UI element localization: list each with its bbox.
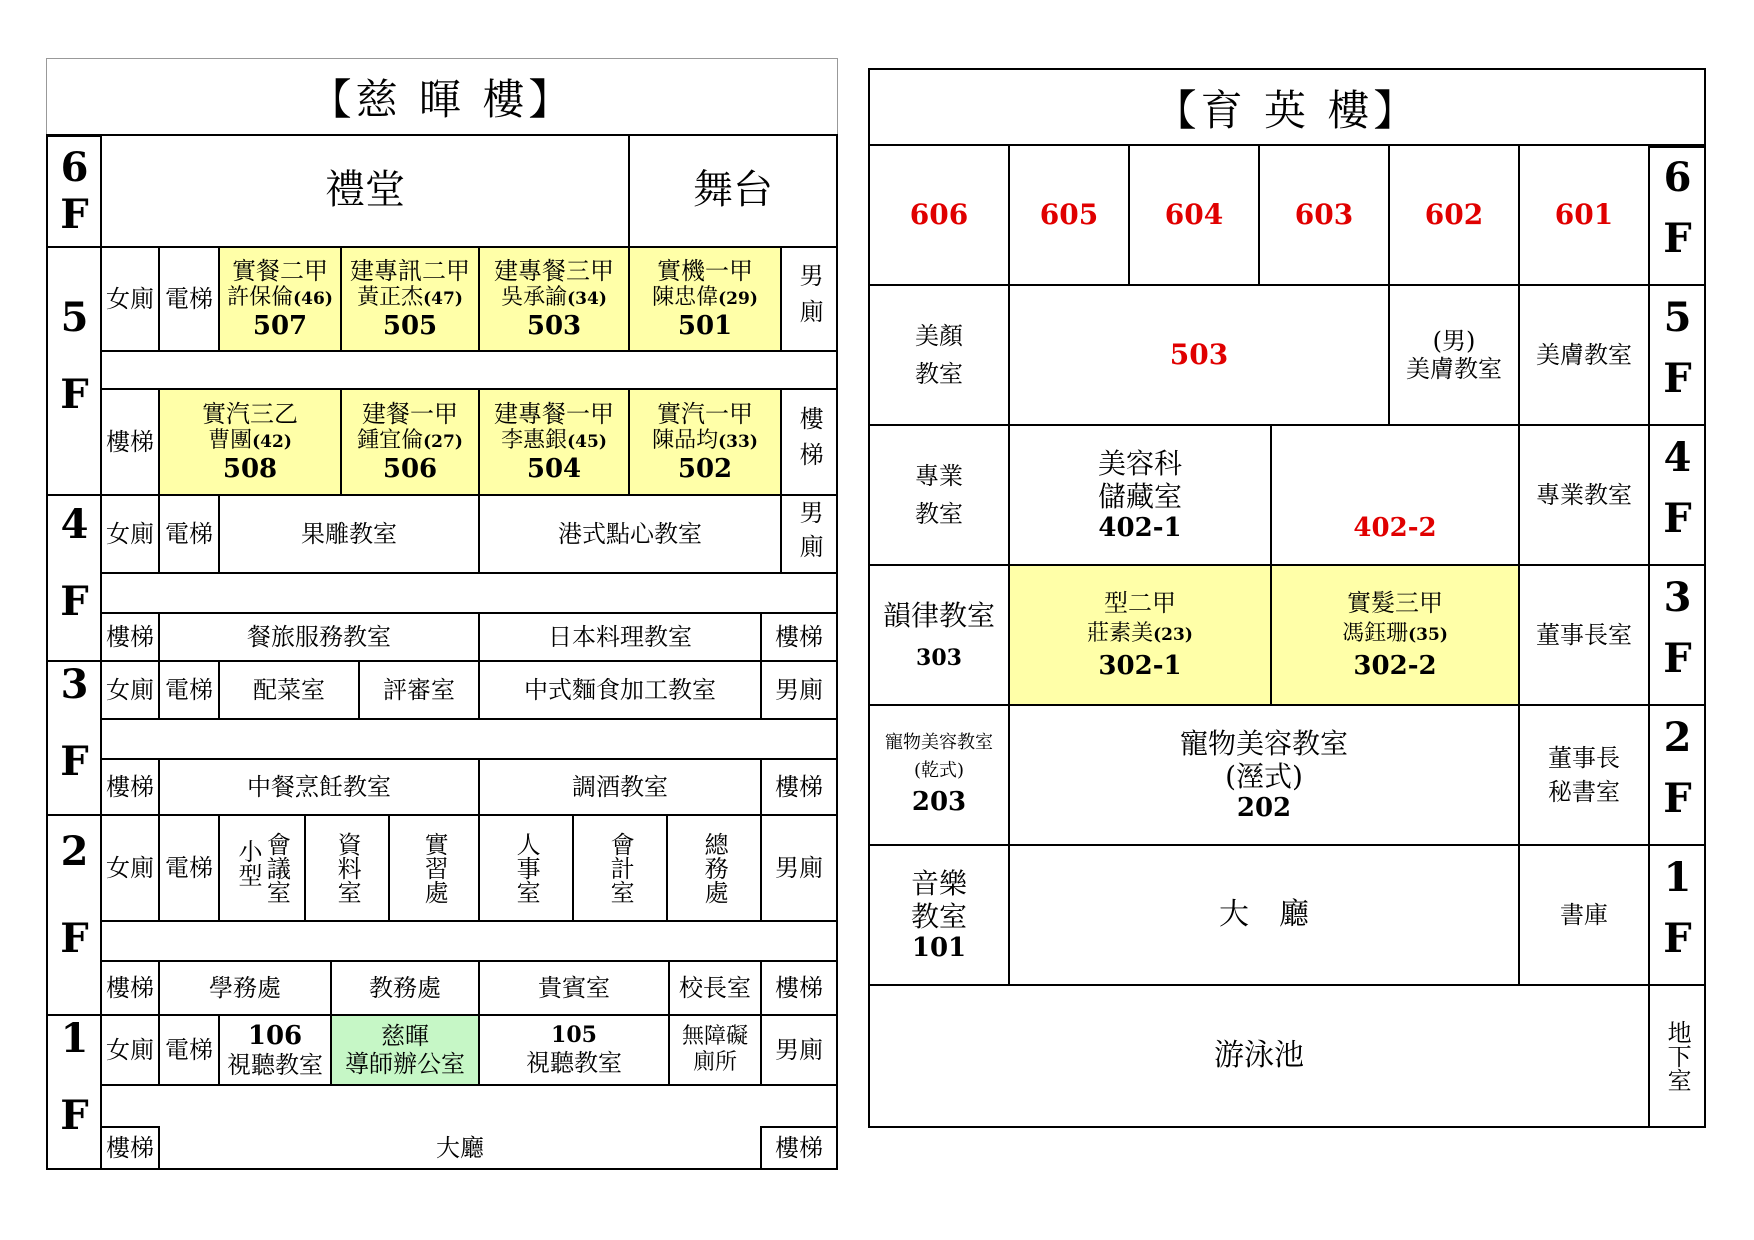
corridor (100, 920, 838, 962)
room-503: 503 (1008, 284, 1390, 426)
class-name: 實餐二甲 (232, 256, 328, 285)
floor-label: 3F (1654, 574, 1701, 696)
general-affairs-office (666, 814, 762, 922)
corridor (100, 1084, 838, 1130)
room-number: 302-2 (1353, 650, 1437, 681)
teacher-name: 許保倫 (227, 284, 294, 310)
floor-label: 6F (51, 144, 98, 238)
class-name: 實汽一甲 (657, 399, 753, 428)
room-name: 視聽教室 (526, 1048, 622, 1077)
room-number: 303 (916, 644, 962, 671)
men-restroom: 男廁 (760, 814, 838, 922)
av-room-106 (218, 1014, 332, 1086)
floor-label: 2F (1654, 714, 1701, 836)
elevator: 電梯 (158, 246, 220, 352)
cihui-title: 【慈 暉 樓】 (46, 58, 838, 137)
room-number: 105 (551, 1021, 597, 1048)
room-number: 506 (382, 453, 438, 484)
student-affairs-office: 學務處 (158, 960, 332, 1016)
room-number: 402-1 (1098, 512, 1182, 543)
stairs: 樓梯 (100, 758, 160, 816)
men-skincare-room (1388, 284, 1520, 426)
seat-count: (29) (718, 288, 758, 309)
room-name: 慈暉 (381, 1021, 429, 1050)
teacher-line (501, 428, 607, 454)
room-number: 203 (911, 786, 967, 817)
accounting-office (572, 814, 668, 922)
noodle-room: 中式麵食加工教室 (478, 660, 762, 720)
elevator: 電梯 (158, 1014, 220, 1086)
room-name: 無障礙 (681, 1024, 748, 1050)
seat-count: (46) (293, 288, 333, 309)
men-restroom: 男廁 (760, 1014, 838, 1086)
men-restroom-label: 男廁 (795, 500, 824, 568)
women-restroom: 女廁 (100, 814, 160, 922)
classroom-302-1 (1008, 564, 1272, 706)
room-number: 504 (526, 453, 582, 484)
room-number: 202 (1236, 792, 1292, 823)
stairs (780, 388, 838, 496)
room-name: 教室 (910, 899, 967, 933)
cihui-floor-4f (46, 494, 102, 662)
swimming-pool: 游泳池 (868, 984, 1650, 1128)
teacher-name: 馮鈺珊 (1342, 620, 1409, 646)
class-name: 建餐一甲 (362, 399, 458, 428)
room-number: 402-2 (1353, 513, 1437, 544)
stairs: 樓梯 (760, 758, 838, 816)
class-name: 建專訊二甲 (350, 256, 470, 285)
professional-room (868, 424, 1010, 566)
main-hall: 大 廳 (1008, 844, 1520, 986)
yuying-floor-2f (1648, 704, 1706, 846)
class-name: 實汽三乙 (202, 399, 298, 428)
corridor (100, 350, 838, 390)
academic-affairs-office: 教務處 (330, 960, 480, 1016)
yuying-floor-3f (1648, 564, 1706, 706)
floor-label: 地下室 (1663, 1020, 1692, 1092)
teacher-line (1087, 621, 1193, 647)
stairs: 樓梯 (100, 388, 160, 496)
principal-office: 校長室 (668, 960, 762, 1016)
stairs: 樓梯 (760, 1126, 838, 1170)
teacher-name: 莊素美 (1087, 620, 1154, 646)
floor-label: 4F (1654, 434, 1701, 556)
mentor-office (330, 1014, 480, 1086)
corridor (100, 718, 838, 760)
classroom-504 (478, 388, 630, 496)
av-room-105 (478, 1014, 670, 1086)
teacher-name: 黃正杰 (357, 284, 424, 310)
rhythm-room (868, 564, 1010, 706)
teacher-line (357, 428, 463, 454)
teacher-name: 曹團 (208, 427, 253, 453)
room-name: 廁所 (692, 1050, 737, 1075)
teacher-line (227, 285, 333, 311)
pet-grooming-wet-room (1008, 704, 1520, 846)
meeting-room-label: 小型 (234, 839, 262, 887)
yuying-title: 【育 英 樓】 (870, 70, 1704, 148)
seat-count: (45) (567, 431, 607, 452)
room-number: 501 (677, 310, 733, 341)
classroom-508 (158, 388, 342, 496)
floor-label: 1F (51, 1015, 98, 1169)
stairs: 樓梯 (760, 612, 838, 662)
japanese-cuisine-room: 日本料理教室 (478, 612, 762, 662)
room-number: 302-1 (1098, 650, 1182, 681)
room-602: 602 (1388, 144, 1520, 286)
room-603: 603 (1258, 144, 1390, 286)
personnel-office (478, 814, 574, 922)
cihui-floor-5f (46, 246, 102, 496)
teacher-line (501, 285, 607, 311)
room-402-2 (1270, 424, 1520, 566)
cihui-floor-3f (46, 660, 102, 816)
classroom-507 (218, 246, 342, 352)
internship-office-label: 實習處 (420, 832, 449, 904)
vip-room: 貴賓室 (478, 960, 670, 1016)
yuying-floor-6f (1648, 144, 1706, 286)
room-name: 美容科 (1097, 446, 1182, 480)
cihui-floor-6f (46, 134, 102, 248)
men-restroom (780, 494, 838, 574)
room-601: 601 (1518, 144, 1650, 286)
room-name: 專業 (915, 461, 963, 490)
room-name: 教室 (915, 500, 963, 528)
stairs: 樓梯 (100, 960, 160, 1016)
men-restroom-label: 男廁 (795, 263, 824, 335)
accounting-office-label: 會計室 (606, 832, 635, 904)
accessible-restroom (668, 1014, 762, 1086)
room-name: (男) (1432, 326, 1476, 355)
personnel-office-label: 人事室 (512, 832, 541, 904)
yuying-basement (1648, 984, 1706, 1128)
room-606: 606 (868, 144, 1010, 286)
floor-label: 5F (51, 294, 98, 448)
chinese-cooking-room: 中餐烹飪教室 (158, 758, 480, 816)
room-name: 美膚教室 (1406, 355, 1502, 383)
room-subtitle: (溼式) (1225, 759, 1303, 793)
classroom-506 (340, 388, 480, 496)
storage-402-1 (1008, 424, 1272, 566)
room-number: 106 (247, 1020, 303, 1051)
teacher-name: 陳忠偉 (652, 284, 719, 310)
room-name: 秘書室 (1548, 778, 1620, 806)
floor-label: 2F (51, 828, 98, 1002)
room-name: 儲藏室 (1097, 479, 1182, 513)
data-room (304, 814, 390, 922)
beauty-room (868, 284, 1010, 426)
room-number: 507 (252, 310, 308, 341)
seat-count: (33) (718, 431, 758, 452)
room-number: 502 (677, 453, 733, 484)
classroom-502 (628, 388, 782, 496)
teacher-name: 吳承諭 (501, 284, 568, 310)
dimsum-room: 港式點心教室 (478, 494, 782, 574)
internship-office (388, 814, 480, 922)
judging-room: 評審室 (358, 660, 480, 720)
elevator: 電梯 (158, 660, 220, 720)
general-affairs-label: 總務處 (700, 832, 729, 904)
teacher-line (1342, 621, 1448, 647)
class-name: 實髮三甲 (1347, 588, 1443, 617)
teacher-line (208, 428, 292, 454)
cihui-floor-1f (46, 1014, 102, 1170)
bookstore: 書庫 (1518, 844, 1650, 986)
women-restroom: 女廁 (100, 494, 160, 574)
teacher-line (652, 428, 758, 454)
stairs: 樓梯 (100, 612, 160, 662)
bartending-room: 調酒教室 (478, 758, 762, 816)
room-number: 101 (911, 932, 967, 963)
room-604: 604 (1128, 144, 1260, 286)
room-name: 董事長 (1548, 743, 1620, 772)
room-name: 韻律教室 (882, 598, 995, 632)
room-name: 教室 (915, 360, 963, 388)
seat-count: (23) (1153, 624, 1193, 645)
floor-label: 3F (51, 661, 98, 815)
stage: 舞台 (628, 134, 838, 248)
pet-grooming-dry-room (868, 704, 1010, 846)
room-name: 視聽教室 (227, 1051, 323, 1080)
chairman-office: 董事長室 (1518, 564, 1650, 706)
class-name: 建專餐三甲 (494, 256, 614, 285)
data-room-label: 資料室 (333, 832, 362, 904)
lobby: 大廳 (158, 1128, 762, 1170)
chairman-secretary-office (1518, 704, 1650, 846)
women-restroom: 女廁 (100, 1014, 160, 1086)
room-number: 508 (222, 453, 278, 484)
seat-count: (27) (423, 431, 463, 452)
women-restroom: 女廁 (100, 660, 160, 720)
seat-count: (47) (423, 288, 463, 309)
room-605: 605 (1008, 144, 1130, 286)
teacher-line (357, 285, 463, 311)
elevator: 電梯 (158, 814, 220, 922)
hall-auditorium: 禮堂 (100, 134, 630, 248)
seat-count: (35) (1408, 624, 1448, 645)
corridor (100, 572, 838, 614)
music-room (868, 844, 1010, 986)
class-name: 實機一甲 (657, 256, 753, 285)
room-name: 寵物美容教室 (1179, 726, 1348, 760)
yuying-floor-1f (1648, 844, 1706, 986)
floor-label: 6F (1654, 154, 1701, 276)
stairs: 樓梯 (100, 1126, 160, 1170)
class-name: 建專餐一甲 (494, 399, 614, 428)
class-name: 型二甲 (1104, 588, 1176, 617)
teacher-name: 陳品均 (652, 427, 719, 453)
cihui-floor-2f (46, 814, 102, 1016)
meeting-room-label: 會議室 (262, 832, 291, 904)
teacher-line (652, 285, 758, 311)
floor-label: 1F (1654, 854, 1701, 976)
yuying-floor-4f (1648, 424, 1706, 566)
hospitality-room: 餐旅服務教室 (158, 612, 480, 662)
room-name: 寵物美容教室 (885, 732, 993, 754)
professional-room: 專業教室 (1518, 424, 1650, 566)
prep-room: 配菜室 (218, 660, 360, 720)
teacher-name: 李惠銀 (501, 427, 568, 453)
seat-count: (42) (252, 431, 292, 452)
seat-count: (34) (567, 288, 607, 309)
room-name: 導師辦公室 (345, 1050, 465, 1078)
stairs-label: 樓梯 (795, 406, 824, 478)
stairs: 樓梯 (760, 960, 838, 1016)
room-number: 503 (526, 310, 582, 341)
room-name: 美顏 (915, 321, 963, 350)
room-subtitle: (乾式) (913, 759, 965, 781)
classroom-302-2 (1270, 564, 1520, 706)
small-meeting-room (218, 814, 306, 922)
floor-label: 4F (51, 501, 98, 655)
skincare-room: 美膚教室 (1518, 284, 1650, 426)
classroom-503 (478, 246, 630, 352)
fruit-carving-room: 果雕教室 (218, 494, 480, 574)
classroom-501 (628, 246, 782, 352)
men-restroom (780, 246, 838, 352)
teacher-name: 鍾宜倫 (357, 427, 424, 453)
yuying-floor-5f (1648, 284, 1706, 426)
women-restroom: 女廁 (100, 246, 160, 352)
room-number: 505 (382, 310, 438, 341)
men-restroom: 男廁 (760, 660, 838, 720)
classroom-505 (340, 246, 480, 352)
floor-label: 5F (1654, 294, 1701, 416)
room-name: 音樂 (910, 866, 967, 900)
elevator: 電梯 (158, 494, 220, 574)
